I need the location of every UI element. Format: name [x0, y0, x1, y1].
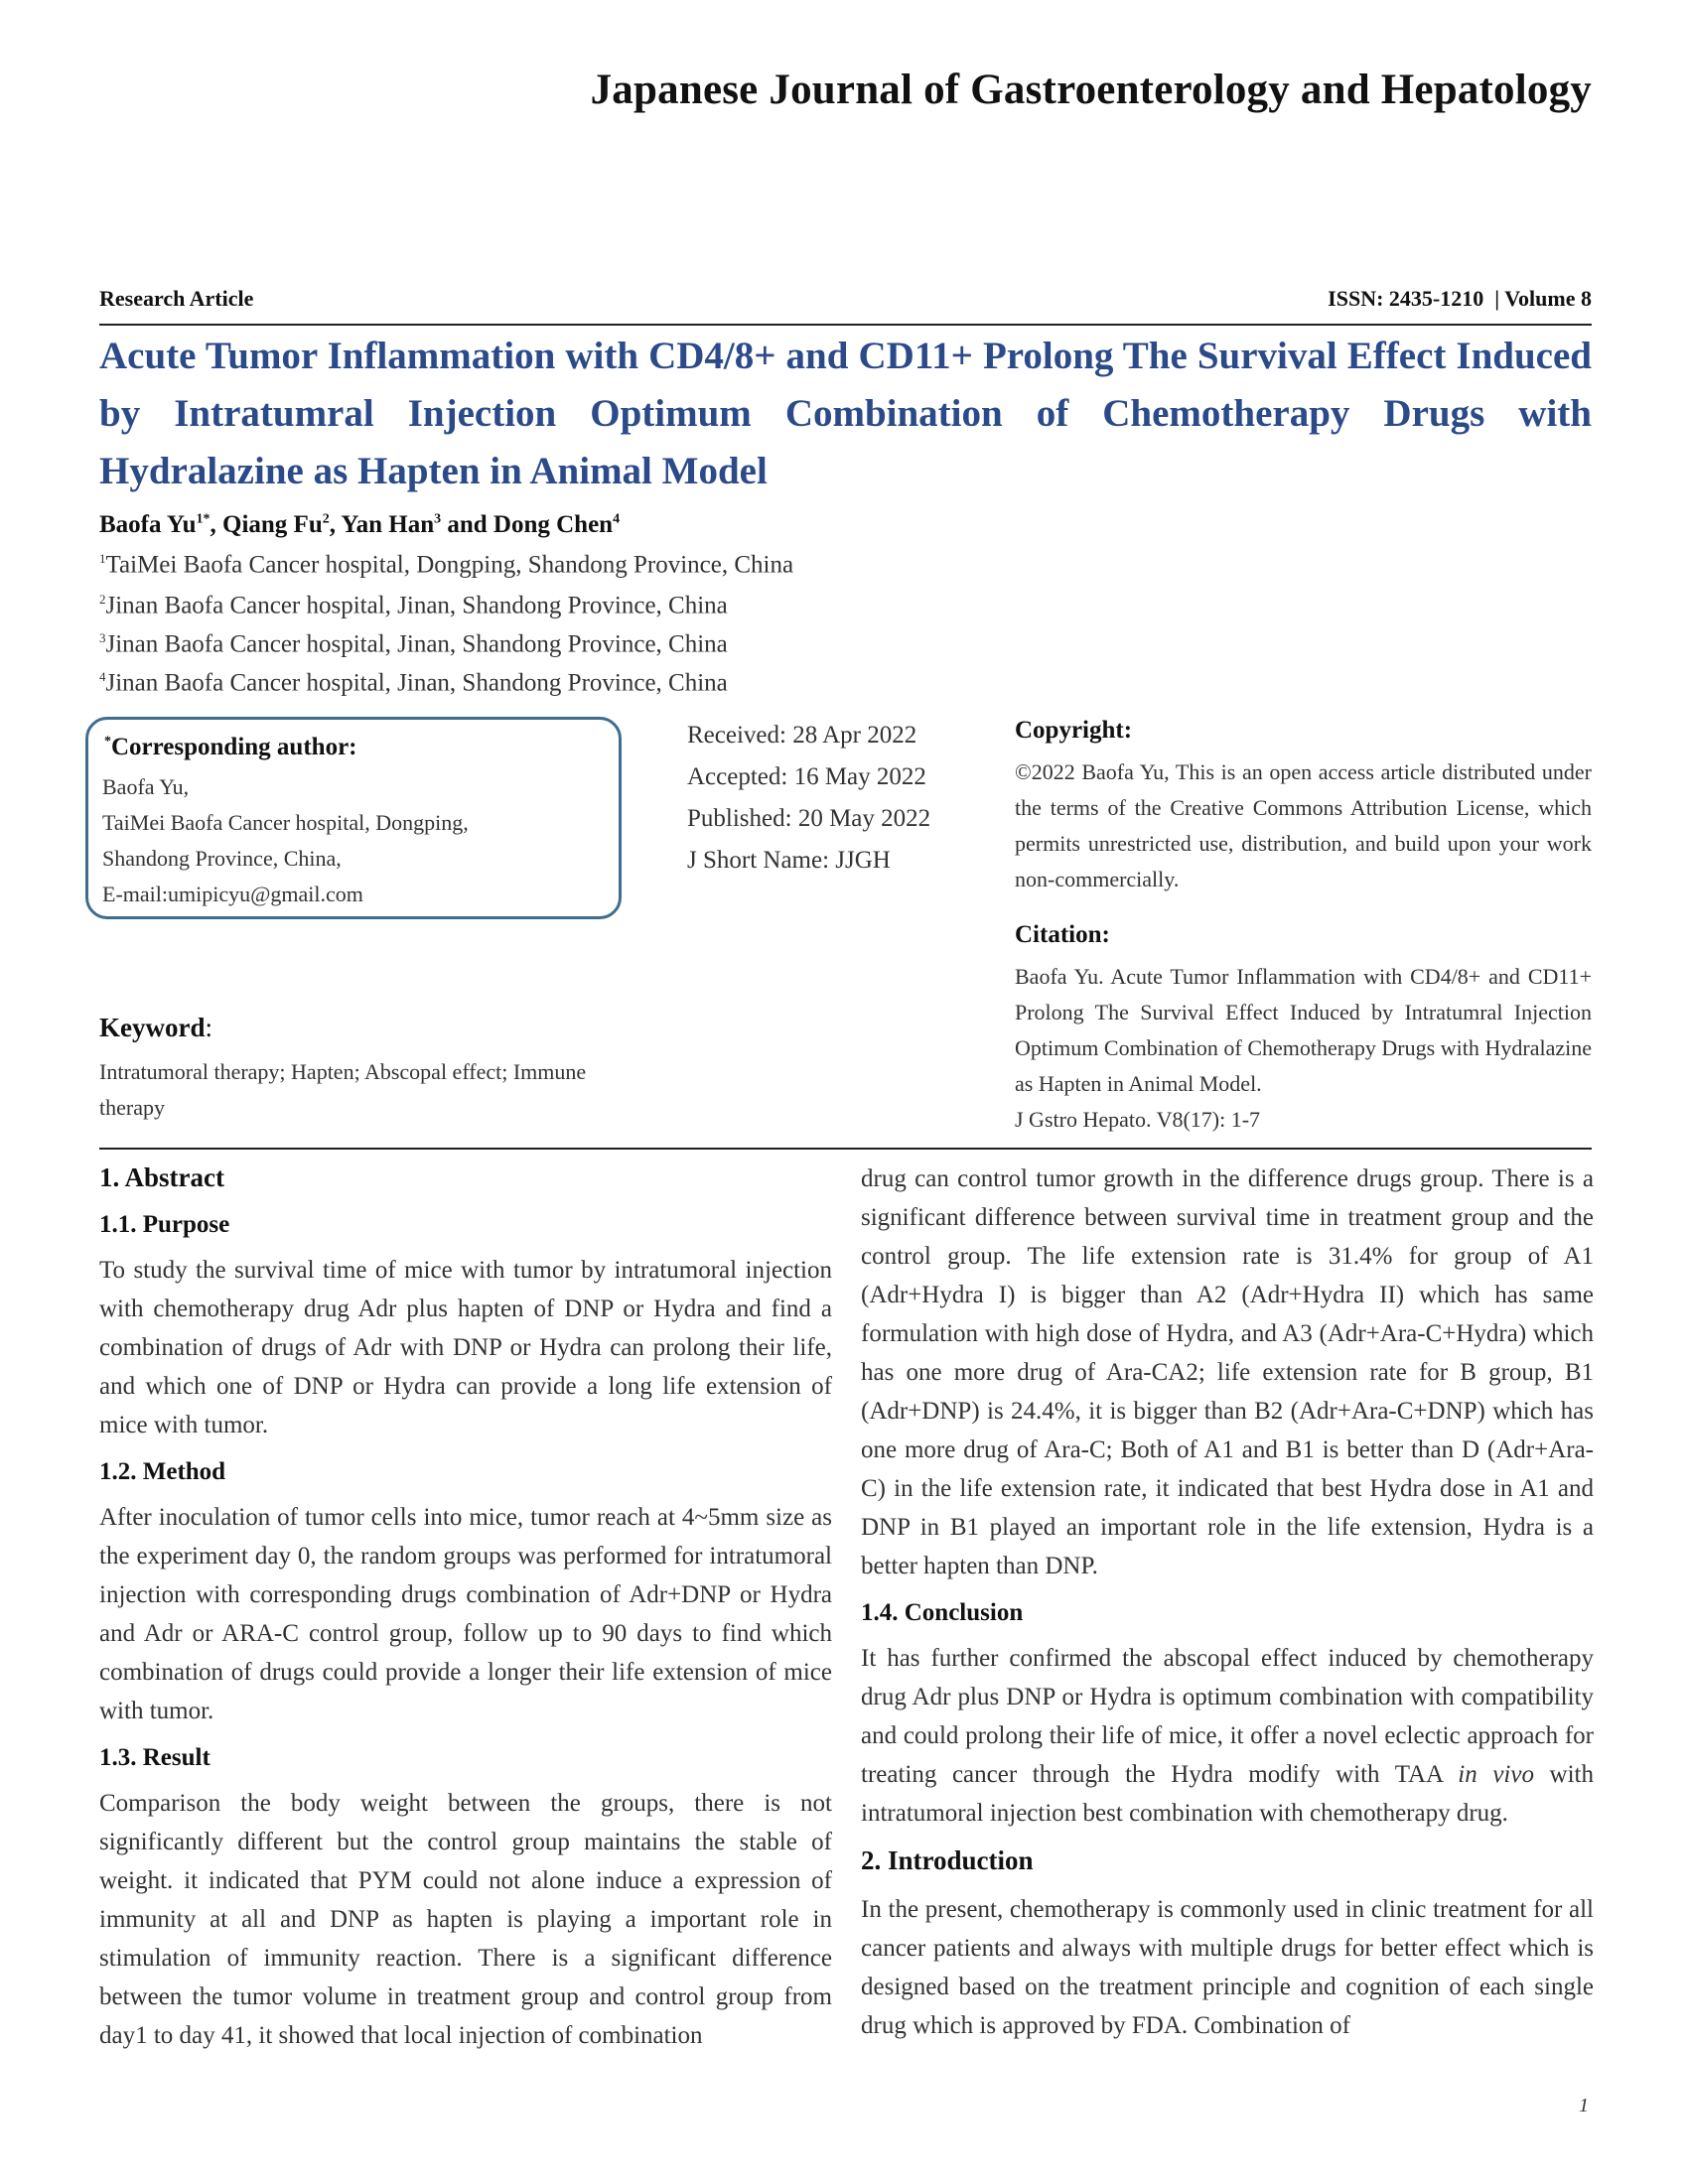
method-heading: 1.2. Method: [99, 1458, 226, 1485]
received-date: Received: 28 Apr 2022: [687, 722, 917, 749]
keyword-heading: Keyword:: [99, 1013, 212, 1042]
introduction-heading: 2. Introduction: [861, 1845, 1034, 1875]
purpose-text: To study the survival time of mice with tumor by intratumoral injection with chemotherapy drug Adr plus hapten of DNP or Hydra and find a combination of drugs of Adr with DNP or Hydra can prolong their life, and which one of DNP or Hydra can provide a long life extension of mice with tumor.: [99, 1257, 832, 1438]
corresponding-email[interactable]: E-mail:umipicyu@gmail.com: [102, 882, 363, 906]
accepted-date: Accepted: 16 May 2022: [687, 763, 926, 790]
affiliation-sup: 2: [99, 592, 106, 607]
author-name: Dong Chen: [492, 511, 614, 538]
purpose-heading: 1.1. Purpose: [99, 1211, 230, 1238]
method-text: After inoculation of tumor cells into mice, tumor reach at 4~5mm size as the experiment day 0, the random groups was performed for intratumoral injection with corresponding drugs combination of Adr+DNP or Hydra and Adr or ARA-C control group, follow up to 90 days to find which combination of drugs could provide a longer their life extension of mice with tumor.: [99, 1504, 832, 1724]
corresponding-line: TaiMei Baofa Cancer hospital, Dongping,: [102, 810, 469, 835]
affiliation-text: Jinan Baofa Cancer hospital, Jinan, Shandong Province, China: [105, 630, 728, 658]
right-column: [861, 1160, 1594, 2055]
citation-ref: J Gstro Hepato. V8(17): 1-7: [1015, 1107, 1261, 1132]
author-name: Yan Han: [341, 511, 435, 538]
affiliation-sup: 4: [99, 669, 106, 684]
top-divider: [99, 324, 1592, 326]
affiliation: [99, 592, 728, 619]
author-separator: ,: [329, 511, 342, 538]
corresponding-author-label: Corresponding author:: [111, 734, 357, 760]
corresponding-author-heading: *Corresponding author:: [104, 734, 357, 760]
result-heading: 1.3. Result: [99, 1744, 211, 1771]
copyright-section: [1015, 717, 1592, 897]
result-text-continued: drug can control tumor growth in the difference drugs group. There is a significant difference between survival time in treatment group and the control group. The life extension rate is 31.4% for group of A1 (Adr+Hydra I) is bigger than A2 (Adr+Hydra II) which has same formulation with high dose of Hydra, and A3 (Adr+Ara-C+Hydra) which has one more drug of Ara-CA2; life extension rate for B group, B1 (Adr+DNP) is 24.4%, it is bigger than B2 (Adr+Ara-C+DNP) which has one more drug of Ara-C; Both of A1 and B1 is better than D (Adr+Ara-C) in the life extension rate, it indicated that best Hydra dose in A1 and DNP in B1 played an important role in the life extension, Hydra is a better hapten than DNP.: [861, 1165, 1594, 1579]
author-list: [99, 511, 620, 539]
affiliation-sup: 1: [99, 551, 106, 566]
affiliation-text: Jinan Baofa Cancer hospital, Jinan, Shandong Province, China: [105, 592, 728, 619]
author-name: Baofa Yu: [99, 511, 197, 538]
author-sup: 4: [613, 511, 621, 527]
author-separator: and: [441, 511, 493, 538]
published-date: Published: 20 May 2022: [687, 805, 931, 832]
conclusion-heading: 1.4. Conclusion: [861, 1599, 1024, 1626]
affiliation: [99, 630, 728, 658]
citation-heading: Citation:: [1015, 921, 1110, 948]
page-number: 1: [1579, 2095, 1589, 2116]
journal-short-name: J Short Name: JJGH: [687, 847, 891, 874]
affiliation-text: Jinan Baofa Cancer hospital, Jinan, Shandong Province, China: [105, 669, 728, 697]
keyword-text: Intratumoral therapy; Hapten; Abscopal effect; Immune therapy: [99, 1059, 587, 1120]
journal-title: Japanese Journal of Gastroenterology and Hepatology: [590, 67, 1592, 113]
article-type: Research Article: [99, 286, 254, 311]
corresponding-line: Baofa Yu,: [102, 774, 190, 799]
result-text: Comparison the body weight between the groups, there is not significantly different but the control group maintains the stable of weight. it indicated that PYM could not alone induce a expression of immunity at all and DNP as hapten is playing a important role in stimulation of immunity reaction. There is a significant difference between the tumor volume in treatment group and control group from day1 to day 41, it showed that local injection of combination: [99, 1790, 832, 2049]
section-divider: [99, 1148, 1592, 1150]
author-name: Qiang Fu: [222, 511, 323, 538]
copyright-heading: Copyright:: [1015, 717, 1133, 744]
corresponding-author-box: [85, 717, 622, 919]
issn-volume: ISSN: 2435-1210 | Volume 8: [1328, 286, 1592, 311]
author-sup: 2: [322, 511, 330, 527]
corresponding-line: Shandong Province, China,: [102, 846, 342, 871]
affiliation-sup: 3: [99, 630, 106, 645]
keyword-label: Keyword: [99, 1013, 206, 1042]
copyright-text: ©2022 Baofa Yu, This is an open access article distributed under the terms of the Creative Commons Attribution License, which permits unrestricted use, distribution, and build upon your work non-commercially.: [1015, 759, 1592, 891]
left-column: [99, 1160, 832, 2065]
conclusion-text: [861, 1639, 1594, 1833]
affiliation: [99, 669, 728, 697]
introduction-text: In the present, chemotherapy is commonly used in clinic treatment for all cancer patients and always with multiple drugs for better effect which is designed based on the treatment principle and cognition of each single drug which is approved by FDA. Combination of: [861, 1896, 1594, 2039]
author-separator: ,: [210, 511, 222, 538]
article-meta-line: [99, 286, 1592, 312]
citation-text: Baofa Yu. Acute Tumor Inflammation with CD4/8+ and CD11+ Prolong The Survival Effect Induced by Intratumral Injection Optimum Combination of Chemotherapy Drugs with Hydralazine as Hapten in Animal Model.: [1015, 964, 1592, 1096]
article-dates: [687, 715, 930, 882]
conclusion-italic: in vivo: [1458, 1761, 1534, 1788]
citation-section: [1015, 921, 1592, 1138]
abstract-heading: 1. Abstract: [99, 1162, 224, 1192]
author-sup: 3: [434, 511, 442, 527]
article-title: Acute Tumor Inflammation with CD4/8+ and CD11+ Prolong The Survival Effect Induced by Intratumral Injection Optimum Combination of Chemotherapy Drugs with Hydralazine as Hapten in Animal Model: [99, 335, 1592, 492]
conclusion-part: with intratumoral injection best combination with chemotherapy drug.: [861, 1761, 1595, 1827]
affiliation-text: TaiMei Baofa Cancer hospital, Dongping, Shandong Province, China: [105, 551, 794, 579]
conclusion-part: It has further confirmed the abscopal effect induced by chemotherapy drug Adr plus DNP or Hydra is optimum combination with compatibility and could prolong their life of mice, it offer a novel eclectic approach for treating cancer through the Hydra modify with TAA: [861, 1645, 1594, 1788]
author-sup: 1*: [196, 511, 211, 527]
affiliation: [99, 551, 793, 579]
